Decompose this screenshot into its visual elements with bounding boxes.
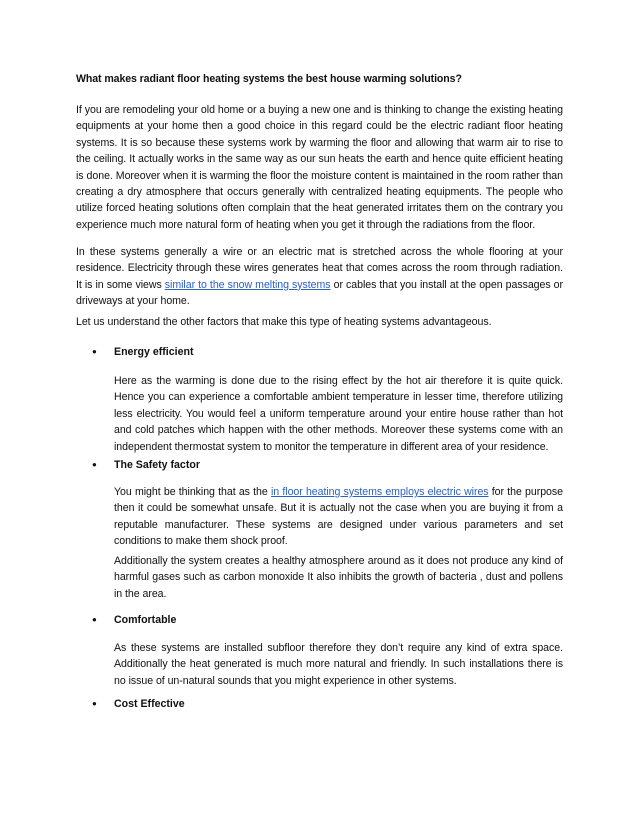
paragraph2-text-after: or cables that you install at the open passages or driveways at your home. [76,278,563,308]
in-floor-heating-link[interactable]: in floor heating systems employs electric wires [270,486,489,498]
section-heading-energy: Energy efficient [114,346,194,358]
safety-text-before: You might be thinking that as the [114,486,271,498]
wire-mat-paragraph [76,244,563,310]
section-body-comfortable: As these systems are installed subfloor therefore they don’t require any kind of extra space. Additionally the heat generated is much more natural and friendly. In such installations there is no issue of un-natural sounds that you might experience in other systems. [114,642,563,687]
section-heading-comfortable: Comfortable [114,614,177,626]
paragraph2-text-before: In these systems generally a wire or an electric mat is stretched across the whole flooring at your residence. Electricity through these wires generates heat that comes across the room through radiation. It is in some views [76,246,563,291]
article-title: What makes radiant floor heating systems the best house warming solutions? [76,73,462,85]
advantages-intro-paragraph: Let us understand the other factors that make this type of heating systems advantageous. [76,316,492,328]
snow-melting-link[interactable]: similar to the snow melting systems [164,278,331,291]
intro-paragraph: If you are remodeling your old home or a buying a new one and is thinking to change the existing heating equipments at your home then a good choice in this regard could be the electric radiant floor heating systems. It is so because these systems work by warming the floor and allowing that warm air to rise to the ceiling. It actually works in the same way as our sun heats the earth and hence quite efficient heating is done. Moreover when it is warming the floor the moisture content is maintained in the room rather than creating a dry atmosphere that occurs generally with centralized heating equipments. The people who utilize forced heating solutions often complain that the heat generated irritates them on the contrary you experience much more natural form of heating when you get it through the radiations from the floor. [76,104,563,231]
section-heading-safety: The Safety factor [114,459,200,471]
bullet-icon: ● [92,347,97,356]
section-heading-cost: Cost Effective [114,698,185,710]
bullet-icon: ● [92,615,97,624]
section-body-energy: Here as the warming is done due to the rising effect by the hot air therefore it is quite quick. Hence you can experience a comfortable ambient temperature in lesser time, therefore utilizing less electricity. You would feel a uniform temperature around your entire house rather than hot and cold patches which happen with the other methods. Moreover these systems come with an independent thermostat system to monitor the temperature in different area of your residence. [114,375,563,453]
section-body-safety-2: Additionally the system creates a healthy atmosphere around as it does not produce any kind of harmful gases such as carbon monoxide It also inhibits the growth of bacteria , dust and pollens in the area. [114,555,563,600]
safety-text-after: for the purpose then it could be somewhat unsafe. But it is actually not the case when you are buying it from a reputable manufacturer. These systems are designed under various parameters and set conditions to make them shock proof. [114,486,563,548]
bullet-icon: ● [92,699,97,708]
bullet-icon: ● [92,460,97,469]
section-body-safety [114,484,563,550]
